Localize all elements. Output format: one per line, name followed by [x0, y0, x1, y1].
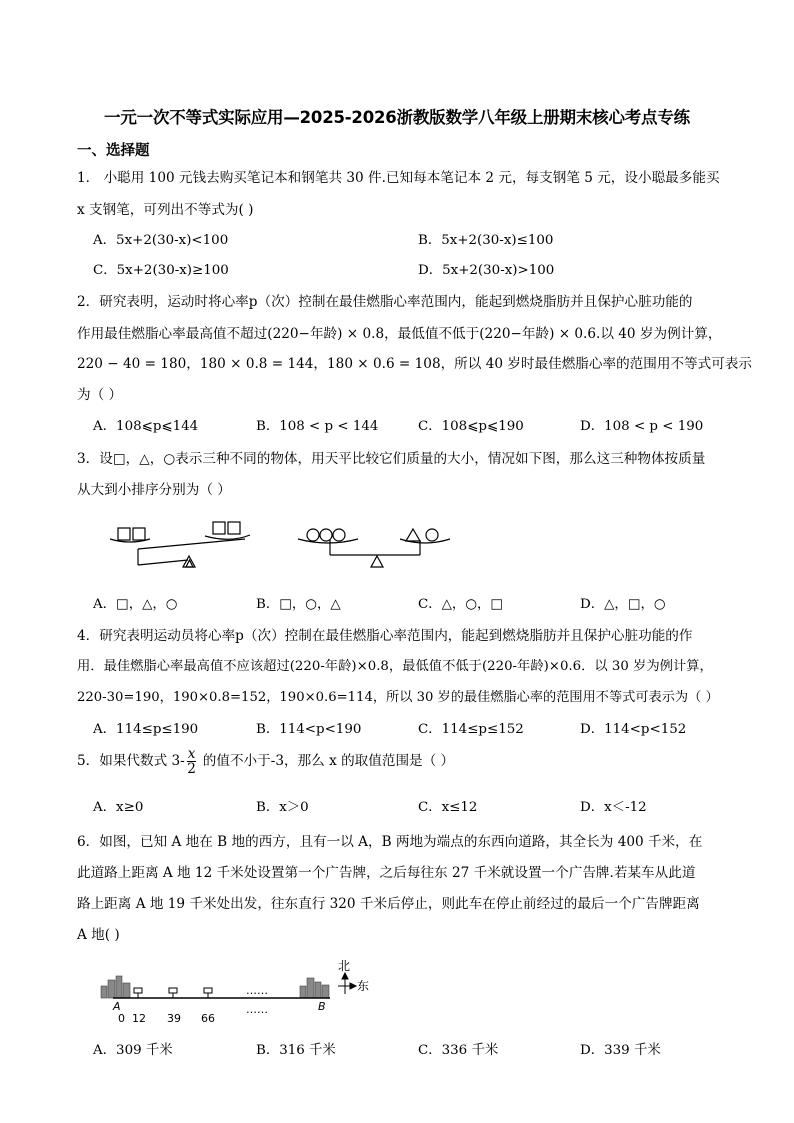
- q6-option-c[interactable]: C．336 千米: [418, 1043, 499, 1058]
- q1-option-b[interactable]: B．5x+2(30-x)≤100: [418, 233, 554, 248]
- q5-option-a[interactable]: A．x≥0: [93, 800, 144, 815]
- q1-option-c[interactable]: C．5x+2(30-x)≥100: [93, 263, 229, 278]
- buildings-a-icon: [101, 976, 130, 998]
- balance-right: [298, 529, 450, 567]
- q5-fraction-denominator: 2: [187, 761, 196, 777]
- q4-line3: 220-30=190，190×0.8=152，190×0.6=114，所以 30 岁的最佳燃脂心率的范围用不等式可表示为（ ）: [77, 690, 719, 705]
- q3-option-b[interactable]: B．□，○，△: [256, 597, 341, 612]
- q4-option-b[interactable]: B．114<p<190: [256, 722, 362, 737]
- q5-option-d[interactable]: D．x＜-12: [580, 800, 647, 815]
- q3-option-c[interactable]: C．△，○，□: [418, 597, 504, 612]
- q5-fraction: [187, 747, 197, 776]
- billboards: [134, 988, 212, 998]
- q5-option-b[interactable]: B．x＞0: [256, 800, 309, 815]
- q4-option-d[interactable]: D．114<p<152: [580, 722, 687, 737]
- q3-option-d[interactable]: D．△，□，○: [580, 597, 666, 612]
- q6-line2: 此道路上距离 A 地 12 千米处设置第一个广告牌，之后每往东 27 千米就设置一个广告牌.若某车从此道: [77, 865, 696, 881]
- q5-fraction-numerator: x: [187, 746, 196, 762]
- q2-line1: 2．研究表明，运动时将心率p（次）控制在最佳燃脂心率范围内，能起到燃烧脂肪并且保护心脏功能的: [77, 294, 693, 310]
- label-b: B: [318, 1000, 326, 1013]
- tick-12: 12: [132, 1012, 146, 1024]
- q2-line4: 为（ ）: [77, 387, 123, 403]
- section-heading: 一、选择题: [77, 143, 150, 159]
- q5-line: [77, 747, 454, 776]
- q6-option-d[interactable]: D．339 千米: [580, 1043, 661, 1058]
- north-label: 北: [338, 959, 351, 973]
- q5-text-post: 的值不小于-3，那么 x 的取值范围是（ ）: [198, 753, 455, 769]
- q1-option-d[interactable]: D．5x+2(30-x)>100: [418, 263, 555, 278]
- q6-line1: 6．如图，已知 A 地在 B 地的西方，且有一以 A，B 两地为端点的东西向道路，其全长为 400 千米，在: [77, 834, 703, 850]
- q6-option-a[interactable]: A．309 千米: [93, 1043, 173, 1058]
- label-a: A: [113, 1000, 121, 1013]
- q6-line3: 路上距离 A 地 19 千米处出发，往东直行 320 千米后停止，则此车在停止前经过的最后一个广告牌距离: [77, 896, 700, 912]
- balance-left: [110, 522, 250, 567]
- q6-line4: A 地( ): [77, 927, 120, 943]
- q2-option-a[interactable]: A．108⩽p⩽144: [93, 419, 199, 434]
- q4-option-a[interactable]: A．114≤p≤190: [93, 722, 199, 737]
- tick-39: 39: [167, 1012, 181, 1024]
- tick-0: 0: [118, 1012, 125, 1024]
- q3-option-a[interactable]: A．□，△，○: [93, 597, 178, 612]
- q2-option-c[interactable]: C．108⩽p⩽190: [418, 419, 524, 434]
- buildings-b-icon: [300, 978, 329, 998]
- dots-lower: ……: [246, 1003, 268, 1016]
- q1-line2: x 支钢笔，可列出不等式为( ): [77, 202, 254, 218]
- q2-option-b[interactable]: B．108 < p < 144: [256, 419, 379, 434]
- q4-option-c[interactable]: C．114≤p≤152: [418, 722, 524, 737]
- q3-line1: 3．设□，△，○表示三种不同的物体，用天平比较它们质量的大小，情况如下图，那么这三种物体按质量: [77, 451, 706, 467]
- q2-line2: 作用最佳燃脂心率最高值不超过(220−年龄) × 0.8，最低值不低于(220−年龄) × 0.6.以 40 岁为例计算，: [77, 326, 722, 342]
- q5-option-c[interactable]: C．x≤12: [418, 800, 478, 815]
- q3-line2: 从大到小排序分别为（ ）: [77, 482, 231, 498]
- east-label: 东: [357, 979, 370, 993]
- q2-option-d[interactable]: D．108 < p < 190: [580, 419, 704, 434]
- q2-line3: 220 − 40 = 180，180 × 0.8 = 144，180 × 0.6 = 108，所以 40 岁时最佳燃脂心率的范围用不等式可表示: [77, 356, 752, 372]
- q4-line2: 用．最佳燃脂心率最高值不应该超过(220-年龄)×0.8，最低值不低于(220-年龄)×0.6．以 30 岁为例计算，: [77, 659, 713, 674]
- road-map-figure: [98, 958, 378, 1024]
- q4-line1: 4．研究表明运动员将心率p（次）控制在最佳燃脂心率范围内，能起到燃烧脂肪并且保护心脏功能的作: [77, 628, 693, 644]
- compass-icon: [338, 973, 356, 994]
- q1-line1: 1． 小聪用 100 元钱去购买笔记本和钢笔共 30 件.已知每本笔记本 2 元，每支钢笔 5 元，设小聪最多能买: [77, 170, 720, 186]
- balance-scales-figure: [100, 515, 470, 575]
- tick-66: 66: [201, 1012, 215, 1024]
- q1-option-a[interactable]: A．5x+2(30-x)<100: [93, 233, 229, 248]
- q6-option-b[interactable]: B．316 千米: [256, 1043, 336, 1058]
- dots-upper: ……: [246, 984, 268, 997]
- page-title: 一元一次不等式实际应用—2025-2026浙教版数学八年级上册期末核心考点专练: [104, 108, 690, 127]
- q5-text-pre: 5．如果代数式 3-: [77, 753, 185, 769]
